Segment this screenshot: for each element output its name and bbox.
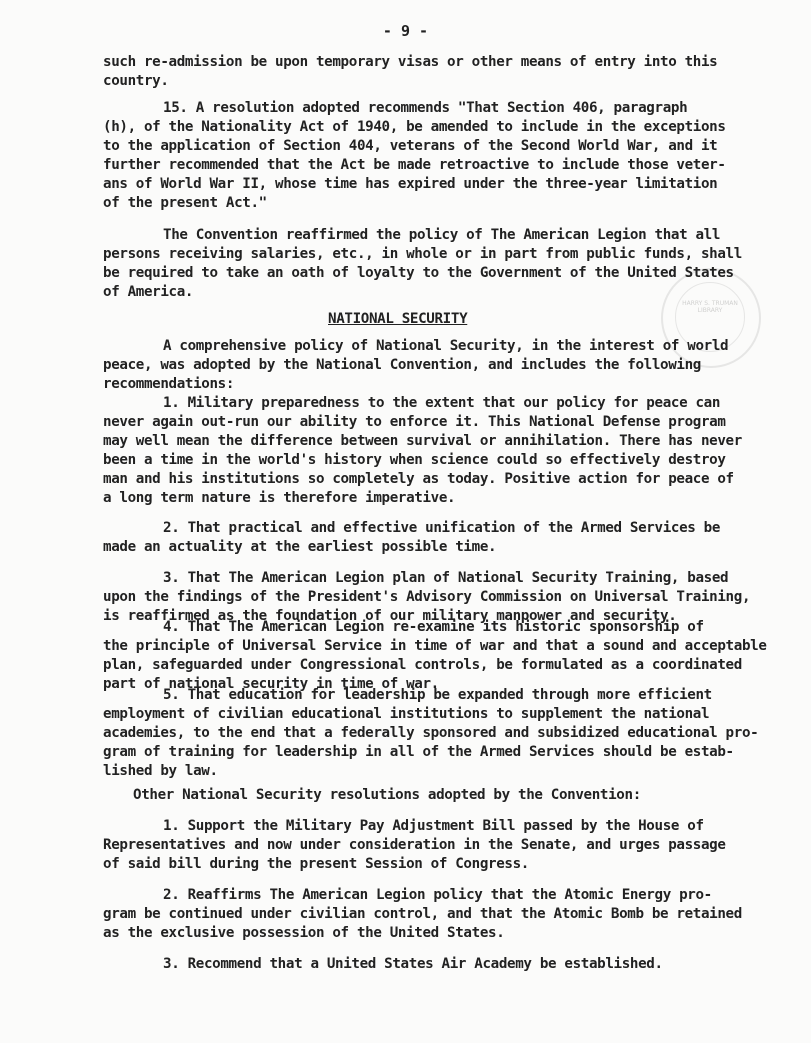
text-line: been a time in the world's history when science could so effectively destroy — [103, 452, 726, 468]
text-line: part of national security in time of war. — [103, 676, 439, 692]
text-line: lished by law. — [103, 763, 218, 779]
text-line: further recommended that the Act be made retroactive to include those veter- — [103, 157, 726, 173]
text-line: 5. That education for leadership be expanded through more efficient — [163, 687, 712, 703]
text-line: never again out-run our ability to enforce it. This National Defense program — [103, 414, 726, 430]
text-line: 3. That The American Legion plan of National Security Training, based — [163, 570, 729, 586]
text-line: such re-admission be upon temporary visas or other means of entry into this — [103, 54, 718, 70]
text-line: upon the findings of the President's Advisory Commission on Universal Training, — [103, 589, 751, 605]
text-line: 2. Reaffirms The American Legion policy that the Atomic Energy pro- — [163, 887, 712, 903]
text-line: is reaffirmed as the foundation of our military manpower and security. — [103, 608, 677, 624]
text-line: made an actuality at the earliest possible time. — [103, 539, 497, 555]
text-line: to the application of Section 404, veterans of the Second World War, and it — [103, 138, 718, 154]
text-line: A comprehensive policy of National Security, in the interest of world — [163, 338, 729, 354]
text-line: Other National Security resolutions adopted by the Convention: — [133, 787, 641, 803]
text-line: 3. Recommend that a United States Air Academy be established. — [163, 956, 663, 972]
text-line: recommendations: — [103, 376, 235, 392]
text-line: 1. Military preparedness to the extent that our policy for peace can — [163, 395, 721, 411]
text-line: employment of civilian educational institutions to supplement the national — [103, 706, 710, 722]
text-line: plan, safeguarded under Congressional controls, be formulated as a coordinated — [103, 657, 742, 673]
text-line: peace, was adopted by the National Convention, and includes the following — [103, 357, 701, 373]
text-line: 1. Support the Military Pay Adjustment Bill passed by the House of — [163, 818, 704, 834]
page-number: - 9 - — [382, 22, 429, 40]
text-line: be required to take an oath of loyalty to the Government of the United States — [103, 265, 734, 281]
text-line: may well mean the difference between survival or annihilation. There has never — [103, 433, 742, 449]
text-line: of said bill during the present Session of Congress. — [103, 856, 529, 872]
text-line: of America. — [103, 284, 194, 300]
stamp-text: HARRY S. TRUMAN LIBRARY — [682, 300, 738, 314]
text-line: the principle of Universal Service in time of war and that a sound and acceptable — [103, 638, 767, 654]
text-line: persons receiving salaries, etc., in whole or in part from public funds, shall — [103, 246, 742, 262]
text-line: academies, to the end that a federally sponsored and subsidized educational pro- — [103, 725, 759, 741]
text-line: country. — [103, 73, 169, 89]
section-heading: NATIONAL SECURITY — [328, 311, 468, 327]
text-line: gram be continued under civilian control, and that the Atomic Bomb be retained — [103, 906, 742, 922]
text-line: (h), of the Nationality Act of 1940, be amended to include in the exceptions — [103, 119, 726, 135]
text-line: ans of World War II, whose time has expired under the three-year limitation — [103, 176, 718, 192]
text-line: gram of training for leadership in all of the Armed Services should be estab- — [103, 744, 734, 760]
text-line: The Convention reaffirmed the policy of The American Legion that all — [163, 227, 721, 243]
text-line: of the present Act." — [103, 195, 267, 211]
text-line: man and his institutions so completely as today. Positive action for peace of — [103, 471, 734, 487]
text-line: 15. A resolution adopted recommends "That Section 406, paragraph — [163, 100, 688, 116]
text-line: as the exclusive possession of the United States. — [103, 925, 505, 941]
text-line: a long term nature is therefore imperative. — [103, 490, 456, 506]
text-line: Representatives and now under consideration in the Senate, and urges passage — [103, 837, 726, 853]
text-line: 2. That practical and effective unification of the Armed Services be — [163, 520, 721, 536]
text-line: 4. That The American Legion re-examine its historic sponsorship of — [163, 619, 704, 635]
